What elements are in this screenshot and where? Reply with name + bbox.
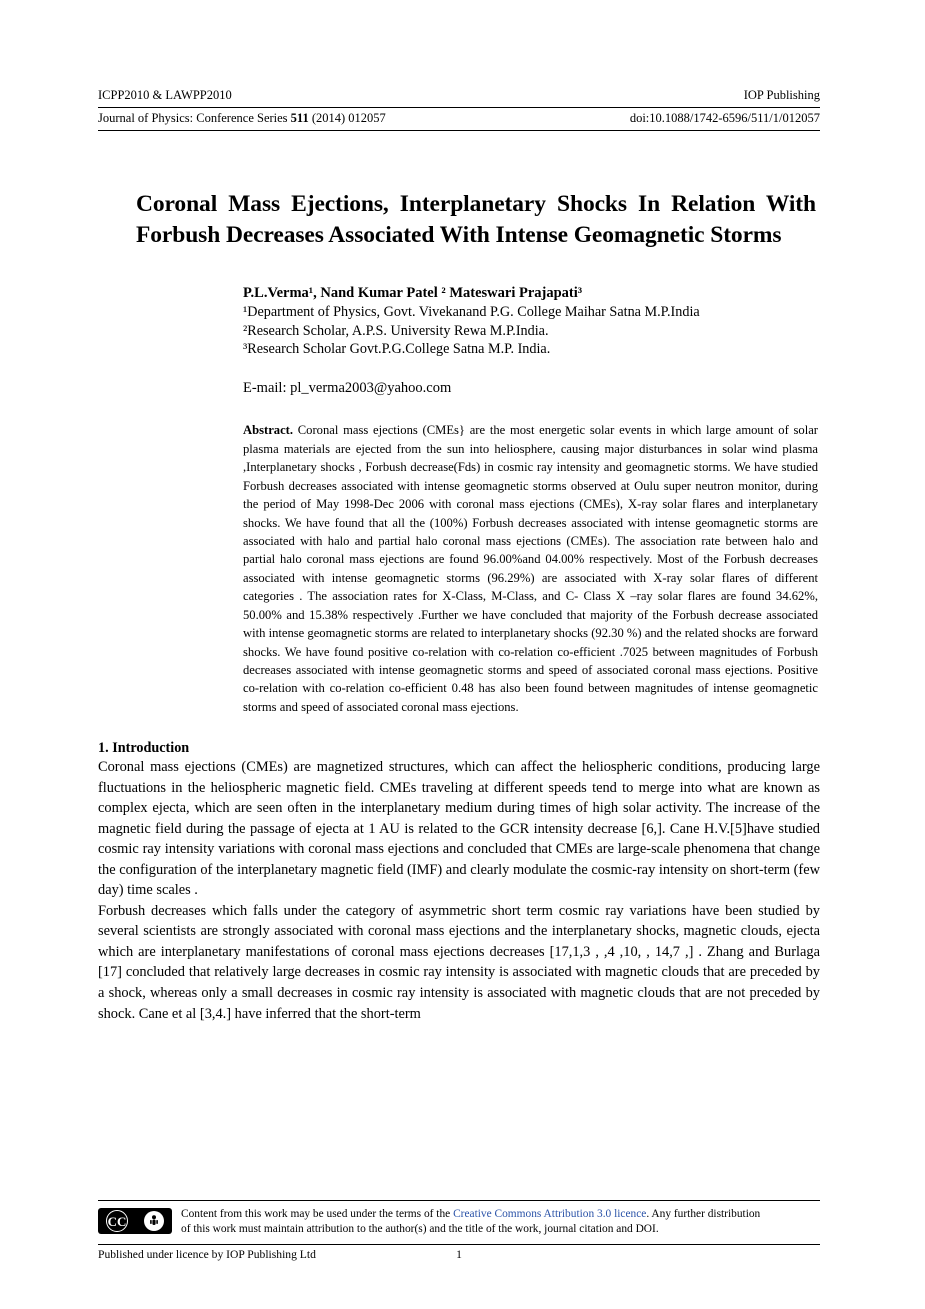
license-text-line2: of this work must maintain attribution to the author(s) and the title of the work, journal citation and DOI.: [181, 1223, 659, 1236]
page-title: Coronal Mass Ejections, Interplanetary Shocks In Relation With Forbush Decreases Associated With Intense Geomagnetic Storms: [136, 190, 816, 249]
section-heading-introduction: 1. Introduction: [98, 740, 190, 757]
journal-year-issue: (2014) 012057: [308, 110, 386, 125]
running-head: [98, 88, 820, 106]
journal-citation: [98, 110, 386, 126]
affiliation-1: ¹Department of Physics, Govt. Vivekanand P.G. College Maihar Satna M.P.India: [243, 304, 700, 321]
license-link[interactable]: Creative Commons Attribution 3.0 licence: [453, 1208, 647, 1220]
page-content: [98, 88, 820, 1024]
publisher-name: IOP Publishing: [743, 88, 820, 102]
license-row: [98, 1207, 820, 1237]
license-text-after: . Any further distribution: [646, 1208, 761, 1220]
abstract-label: Abstract.: [243, 423, 294, 438]
affiliation-3: ³Research Scholar Govt.P.G.College Satna M.P. India.: [243, 341, 551, 357]
journal-volume: 511: [290, 110, 309, 125]
email-address: pl_verma2003@yahoo.com: [290, 380, 452, 397]
header-rule-top: [98, 107, 820, 108]
creative-commons-icon: [98, 1208, 172, 1234]
abstract-block: [98, 421, 820, 716]
conference-name: ICPP2010 & LAWPP2010: [98, 88, 232, 102]
page-number: 1: [456, 1248, 462, 1262]
published-by-text: Published under licence by IOP Publishing Ltd: [98, 1248, 316, 1262]
doi-text: doi:10.1088/1742-6596/511/1/012057: [629, 110, 820, 125]
authors-block: [98, 285, 820, 358]
authors-line: P.L.Verma¹, Nand Kumar Patel ² Mateswari Prajapati³: [243, 285, 583, 302]
affiliation-2: ²Research Scholar, A.P.S. University Rewa M.P.India.: [243, 322, 549, 339]
page-footer: [98, 1200, 820, 1261]
footer-rule-bottom: [98, 1244, 820, 1245]
footer-bottom-row: [98, 1248, 820, 1261]
introduction-paragraph-1: Coronal mass ejections (CMEs) are magnetized structures, which can affect the heliospheric conditions, producing large fluctuations in the heliospheric magnetic field. CMEs traveling at different speeds tend to merge into what are known as complex ejecta, which are seen often in the interplanetary medium during times of high solar activity. The increase of the magnetic field during the passage of ejecta at 1 AU is related to the GCR intensity decrease [6,]. Cane H.V.[5]have studied cosmic ray intensity variations with coronal mass ejections and concluded that CMEs are large-scale phenomena that change the configuration of the interplanetary magnetic field (IMF) and clearly modulate the cosmic-ray intensity on short-term (few day) time scales .: [98, 759, 820, 899]
license-text-before: Content from this work may be used under the terms of the: [181, 1208, 454, 1220]
footer-rule-top: [98, 1200, 820, 1201]
email-line: [98, 380, 820, 397]
cc-circle-icon: CC: [106, 1210, 128, 1232]
introduction-paragraph-2: Forbush decreases which falls under the category of asymmetric short term cosmic ray variations have been studied by several scientists are strongly associated with coronal mass ejections and the interplanetary shocks, magnetic clouds, ejecta which are interplanetary manifestations of coronal mass ejections decreases [17,1,3 , ,4 ,10, , 14,7 ,] . Zhang and Burlaga [17] concluded that relatively large decreases in cosmic ray intensity is associated with magnetic clouds that are preceded by a shock, whereas only a small decreases in cosmic ray intensity is associated with magnetic clouds that are not preceded by shock. Cane et al [3,4.] have inferred that the short-term: [98, 902, 820, 1022]
license-text: [181, 1207, 760, 1237]
journal-line: [98, 110, 820, 129]
header-rule-bottom: [98, 130, 820, 131]
title-area: [98, 189, 820, 252]
cc-by-circle-icon: [144, 1211, 164, 1231]
email-label: E-mail:: [243, 380, 291, 397]
journal-title: Journal of Physics: Conference Series: [98, 110, 288, 125]
abstract-text: Coronal mass ejections (CMEs} are the most energetic solar events in which large amount of solar plasma materials are ejected from the sun into heliosphere, causing major disturbances in solar wind plasma ,Interplanetary shocks , Forbush decrease(Fds) in cosmic ray intensity and geomagnetic storms. We have studied Forbush decreases associated with intense geomagnetic storms observed at Oulu super neutron monitor, during the period of May 1998-Dec 2006 with coronal mass ejections (CMEs), X-ray solar flares and interplanetary shocks. We have found that all the (100%) Forbush decreases associated with intense geomagnetic storms are associated with halo and partial halo coronal mass ejections (CMEs). The association rate between halo and partial halo coronal mass ejections are found 96.00%and 04.00% respectively. Most of the Forbush decreases associated with intense geomagnetic storms (96.29%) are associated with X-ray solar flares of different categories . The association rates for X-Class, M-Class, and C- Class X –ray solar flares are found 34.62%, 50.00% and 15.38% respectively .Further we have concluded that majority of the Forbush decrease associated with intense geomagnetic storms are related to interplanetary shocks (92.30 %) and the related shocks are forward shocks. We have found positive co-relation with co-relation co-efficient .7025 between magnitudes of Forbush decreases associated with intense geomagnetic storms and speed of associated coronal mass ejections. Positive co-relation with co-relation co-efficient 0.48 has also been found between magnitudes of intense geomagnetic storms and speed of associated coronal mass ejections.: [243, 423, 818, 714]
